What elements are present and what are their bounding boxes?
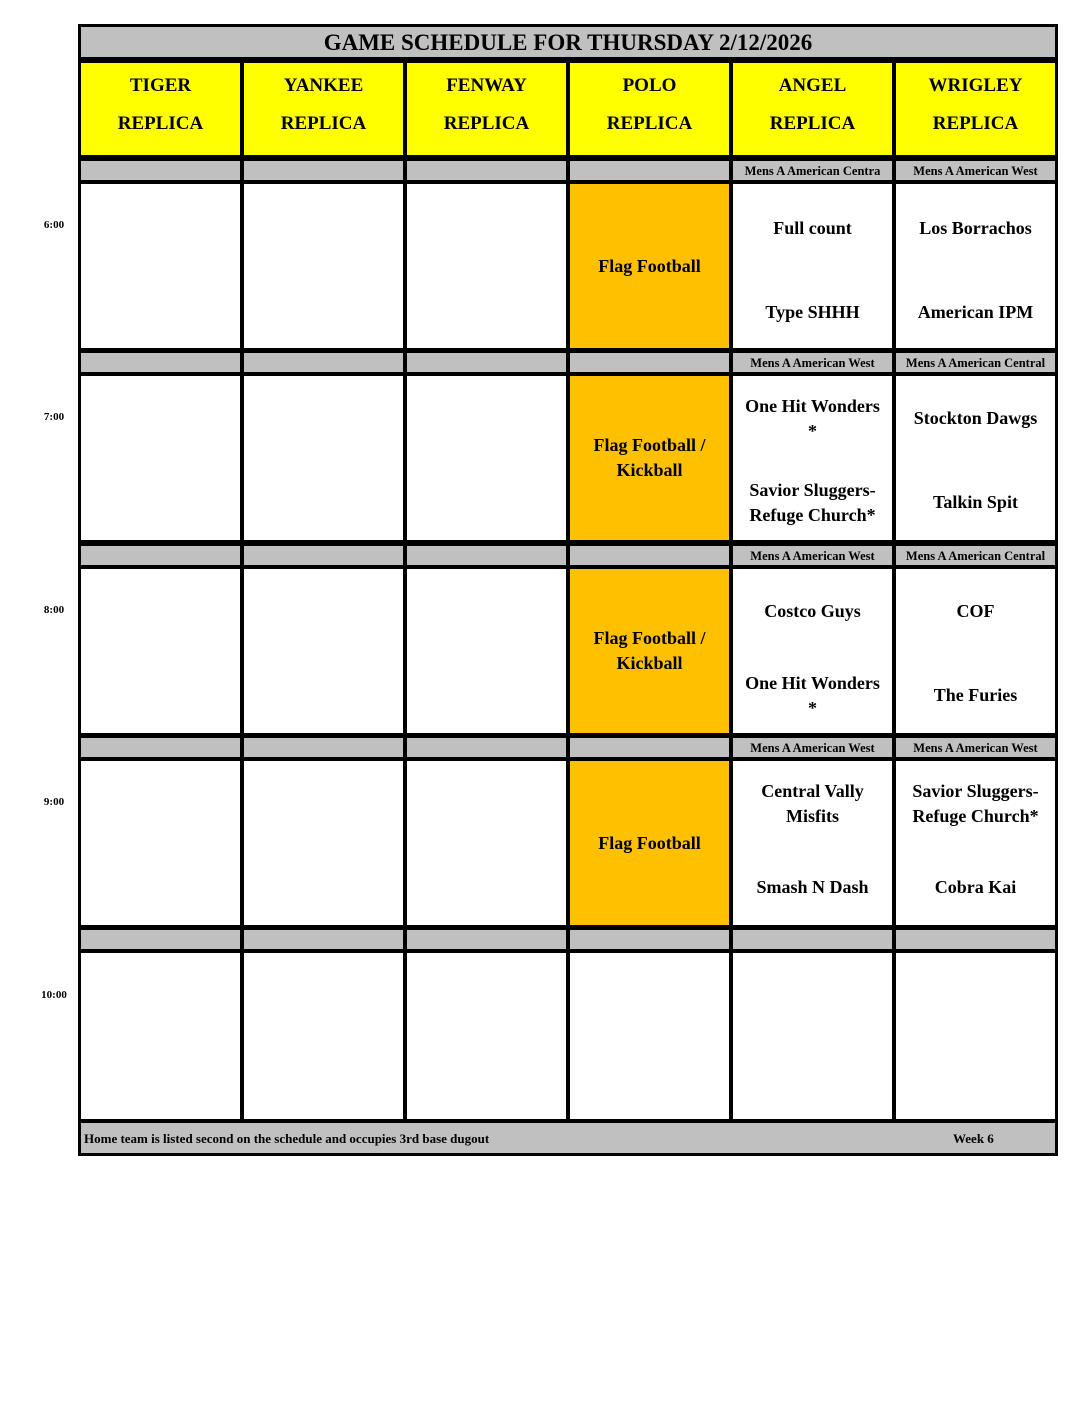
home-team: American IPM bbox=[917, 302, 1034, 322]
venue-subtitle: REPLICA bbox=[769, 113, 856, 134]
venue-name: ANGEL bbox=[778, 75, 847, 96]
division-band-angel: Mens A American West bbox=[730, 735, 895, 760]
time-label: 10:00 bbox=[41, 989, 67, 1001]
empty-game-cell bbox=[78, 950, 243, 1122]
time-label: 7:00 bbox=[43, 411, 65, 423]
venue-header-tiger bbox=[78, 60, 243, 158]
division-band-angel: Mens A American Centra bbox=[730, 158, 895, 183]
venue-subtitle: REPLICA bbox=[606, 113, 693, 134]
empty-game-cell bbox=[241, 950, 406, 1122]
home-team: Smash N Dash bbox=[756, 877, 869, 897]
division-band bbox=[241, 158, 406, 183]
empty-game-cell bbox=[241, 566, 406, 736]
game-cell-angel bbox=[730, 181, 895, 351]
division-band-angel: Mens A American West bbox=[730, 350, 895, 375]
empty-game-cell bbox=[404, 373, 569, 543]
time-label: 8:00 bbox=[43, 604, 65, 616]
empty-game-cell bbox=[241, 181, 406, 351]
venue-header-yankee bbox=[241, 60, 406, 158]
division-band bbox=[78, 927, 243, 952]
empty-game-cell bbox=[404, 566, 569, 736]
division-band bbox=[567, 158, 732, 183]
empty-game-cell bbox=[78, 566, 243, 736]
empty-game-cell bbox=[567, 950, 732, 1122]
division-band bbox=[78, 350, 243, 375]
venue-name: POLO bbox=[622, 75, 677, 96]
venue-header-polo bbox=[567, 60, 732, 158]
division-band bbox=[78, 158, 243, 183]
away-team: COF bbox=[956, 601, 995, 621]
venue-subtitle: REPLICA bbox=[932, 113, 1019, 134]
division-band bbox=[404, 735, 569, 760]
game-cell-angel bbox=[730, 566, 895, 736]
game-cell-wrigley bbox=[893, 373, 1058, 543]
division-band bbox=[404, 350, 569, 375]
empty-game-cell bbox=[893, 950, 1058, 1122]
division-band bbox=[78, 543, 243, 568]
time-label: 6:00 bbox=[43, 219, 65, 231]
empty-game-cell bbox=[78, 373, 243, 543]
flag-football-block: Flag Football bbox=[567, 181, 732, 351]
flag-football-block: Flag Football bbox=[567, 758, 732, 928]
game-cell-wrigley bbox=[893, 181, 1058, 351]
empty-game-cell bbox=[78, 181, 243, 351]
away-team: One Hit Wonders * bbox=[745, 396, 880, 441]
schedule-footer bbox=[78, 1120, 1058, 1156]
empty-game-cell bbox=[404, 758, 569, 928]
home-team: The Furies bbox=[933, 685, 1018, 705]
schedule-title: GAME SCHEDULE FOR THURSDAY 2/12/2026 bbox=[78, 24, 1058, 60]
division-band-wrigley: Mens A American Central bbox=[893, 543, 1058, 568]
division-band bbox=[241, 543, 406, 568]
time-label: 9:00 bbox=[43, 796, 65, 808]
division-band bbox=[404, 927, 569, 952]
division-band-wrigley: Mens A American West bbox=[893, 735, 1058, 760]
game-cell-angel bbox=[730, 758, 895, 928]
venue-name: TIGER bbox=[129, 75, 192, 96]
venue-header-wrigley bbox=[893, 60, 1058, 158]
flag-football-kickball-block: Flag Football / Kickball bbox=[567, 373, 732, 543]
division-band bbox=[404, 158, 569, 183]
week-label: Week 6 bbox=[953, 1131, 994, 1146]
division-band-wrigley: Mens A American Central bbox=[893, 350, 1058, 375]
venue-name: WRIGLEY bbox=[928, 75, 1023, 96]
flag-football-kickball-block: Flag Football / Kickball bbox=[567, 566, 732, 736]
away-team: Costco Guys bbox=[764, 601, 861, 621]
game-cell-angel bbox=[730, 373, 895, 543]
away-team: Savior Sluggers-Refuge Church* bbox=[912, 781, 1039, 826]
away-team: Central Vally Misfits bbox=[761, 781, 864, 826]
empty-game-cell bbox=[404, 950, 569, 1122]
venue-name: YANKEE bbox=[283, 75, 364, 96]
division-band bbox=[78, 735, 243, 760]
venue-subtitle: REPLICA bbox=[117, 113, 204, 134]
division-band bbox=[241, 927, 406, 952]
away-team: Los Borrachos bbox=[919, 218, 1032, 238]
empty-game-cell bbox=[730, 950, 895, 1122]
venue-header-fenway bbox=[404, 60, 569, 158]
division-band bbox=[404, 543, 569, 568]
home-team: Savior Sluggers-Refuge Church* bbox=[749, 480, 876, 525]
division-band-angel: Mens A American West bbox=[730, 543, 895, 568]
empty-game-cell bbox=[78, 758, 243, 928]
division-band bbox=[241, 350, 406, 375]
home-team: One Hit Wonders * bbox=[745, 673, 880, 718]
away-team: Full count bbox=[773, 218, 852, 238]
venue-header-angel bbox=[730, 60, 895, 158]
game-cell-wrigley bbox=[893, 566, 1058, 736]
empty-game-cell bbox=[241, 373, 406, 543]
division-band bbox=[567, 543, 732, 568]
game-cell-wrigley bbox=[893, 758, 1058, 928]
division-band bbox=[567, 927, 732, 952]
home-team-note: Home team is listed second on the schedule and occupies 3rd base dugout bbox=[84, 1131, 490, 1146]
division-band bbox=[567, 350, 732, 375]
division-band bbox=[567, 735, 732, 760]
home-team: Cobra Kai bbox=[934, 877, 1017, 897]
division-band bbox=[241, 735, 406, 760]
home-team: Type SHHH bbox=[765, 302, 860, 322]
venue-subtitle: REPLICA bbox=[280, 113, 367, 134]
away-team: Stockton Dawgs bbox=[913, 408, 1038, 428]
division-band bbox=[730, 927, 895, 952]
venue-name: FENWAY bbox=[446, 75, 527, 96]
empty-game-cell bbox=[404, 181, 569, 351]
division-band bbox=[893, 927, 1058, 952]
venue-subtitle: REPLICA bbox=[443, 113, 530, 134]
home-team: Talkin Spit bbox=[933, 492, 1018, 512]
division-band-wrigley: Mens A American West bbox=[893, 158, 1058, 183]
empty-game-cell bbox=[241, 758, 406, 928]
